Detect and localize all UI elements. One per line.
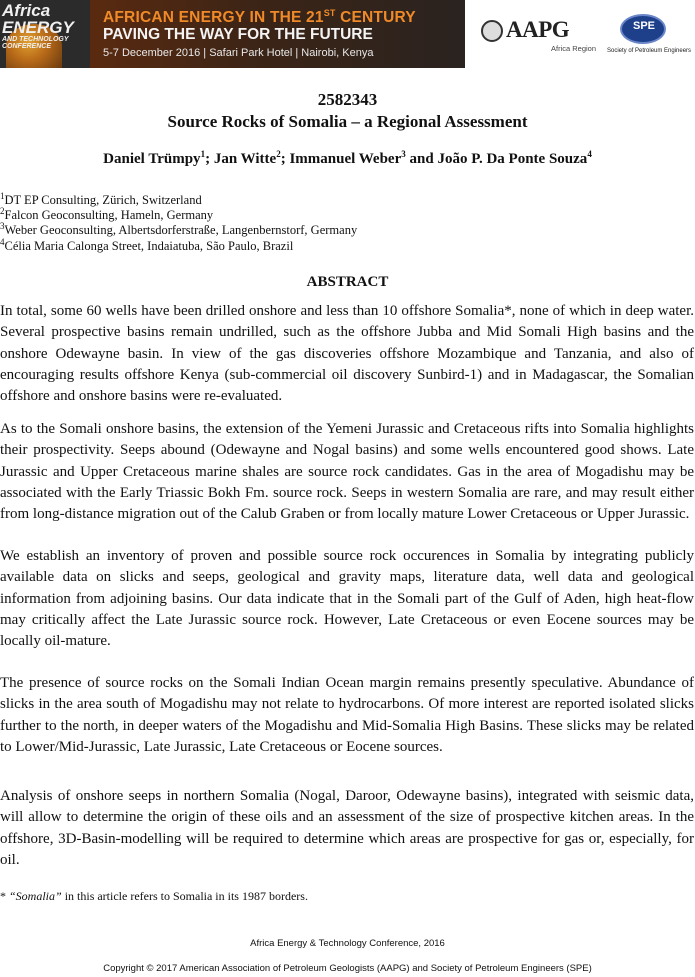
paper-title: Source Rocks of Somalia – a Regional Assessment (167, 112, 528, 131)
affiliation: $^3$Weber Geoconsulting, Albertsdorferstraße, Langenbernstorf, Germany (0, 221, 358, 238)
affiliation: $^1$DT EP Consulting, Zürich, Switzerland (0, 190, 202, 207)
abstract-heading: ABSTRACT (306, 274, 389, 290)
author-name: Immanuel Weber (289, 151, 402, 167)
abstract-paragraph: We establish an inventory of proven and possible source rock occurences in Somalia by integrating publicly available data on slicks and seeps, geological and gravity maps, literature data, well data and geological information from adjoining basins. Our data indicate that in the Somali part of the Gulf of Aden, high heat-flow may critically affect the Late Jurassic source rock. However, Late Cretaceous or even Eocene sources may be locally oil-mature. (0, 548, 694, 650)
footnote: * “Somalia” in this article refers to Somalia in its 1987 borders. (0, 889, 308, 903)
conference-logo-text: Africa ENERGY AND TECHNOLOGY CONFERENCE (2, 1, 74, 50)
aapg-emblem-icon (481, 20, 503, 42)
paper-id: 2582343 (317, 90, 378, 109)
aapg-region-label: Africa Region (551, 44, 597, 53)
conference-footer: Africa Energy & Technology Conference, 2016 (250, 938, 445, 949)
author-name: João P. Da Ponte Souza (437, 151, 588, 167)
abstract-paragraph: Analysis of onshore seeps in northern Somalia (Nogal, Daroor, Odewayne basins), integrated with seismic data, will allow to determine the origin of these oils and an assessment of the size of prospective kitchen areas. In the offshore, 3D-Basin-modelling will be required to determine which areas are prospective for gas or, especially, for oil. (0, 788, 694, 868)
spe-label: Society of Petroleum Engineers (607, 48, 692, 54)
banner-title-line2: PAVING THE WAY FOR THE FUTURE (103, 26, 373, 43)
abstract-paragraph: In total, some 60 wells have been drilled onshore and less than 10 offshore Somalia*, none of which in deep water. Several prospective basins remain undrilled, such as the offshore Jubba and Mid Somali High basins and the onshore Odewayne basin. In view of the gas discoveries offshore Mozambique and Tanzania, and also of encouraging results offshore Kenya (sub-commercial oil discovery Sunbird-1) and in Madagascar, the Somalian offshore and onshore basins were re-evaluated. (0, 303, 694, 405)
copyright-notice: Copyright © 2017 American Association of Petroleum Geologists (AAPG) and Society of Petroleum Engineers (SPE) (103, 963, 592, 974)
affiliation-list (0, 190, 695, 254)
aapg-logo: AAPG (506, 17, 570, 42)
banner-date-venue: 5-7 December 2016 | Safari Park Hotel | Nairobi, Kenya (103, 47, 374, 59)
conference-banner (0, 0, 695, 68)
affiliation: $^2$Falcon Geoconsulting, Hameln, Germany (0, 206, 214, 223)
author-name: Daniel Trümpy (103, 151, 201, 167)
conference-logo (0, 0, 92, 68)
banner-title-line1: AFRICAN ENERGY IN THE 21ST CENTURY (103, 8, 416, 27)
abstract-paragraph: As to the Somali onshore basins, the extension of the Yemeni Jurassic and Cretaceous rifts into Somalia highlights their prospectivity. Seeps abound (Odewayne and Nogal basins) and some wells encountered good shows. Late Jurassic and Upper Cretaceous marine shales are source rock candidates. Gas in the area of Mogadishu may be associated with the Early Triassic Bokh Fm. source rock. Seeps in western Somalia are rare, and may result either from long-distance migration out of the Calub Graben or from locally mature Lower Cretaceous or Upper Jurassic. (0, 421, 694, 523)
spe-logo: SPE (633, 20, 656, 32)
abstract-paragraph: The presence of source rocks on the Somali Indian Ocean margin remains presently speculative. Abundance of slicks in the area south of Mogadishu may not relate to hydrocarbons. Of more interest are reported isolated slicks further to the north, in deeper waters of the Mogadishu and Mid-Somalia High Basins. These slicks may be related to Lower/Mid-Jurassic, Late Jurassic, Late Cretaceous or Eocene sources. (0, 675, 694, 755)
author-name: Jan Witte (213, 151, 277, 167)
author-list: Daniel Trümpy$^1$; Jan Witte$^2$; Immanuel Weber$^3$ and João P. Da Ponte Souza$^4$ (103, 149, 592, 167)
affiliation: $^4$Célia Maria Calonga Street, Indaiatuba, São Paulo, Brazil (0, 236, 294, 253)
sponsor-logos (465, 0, 695, 68)
